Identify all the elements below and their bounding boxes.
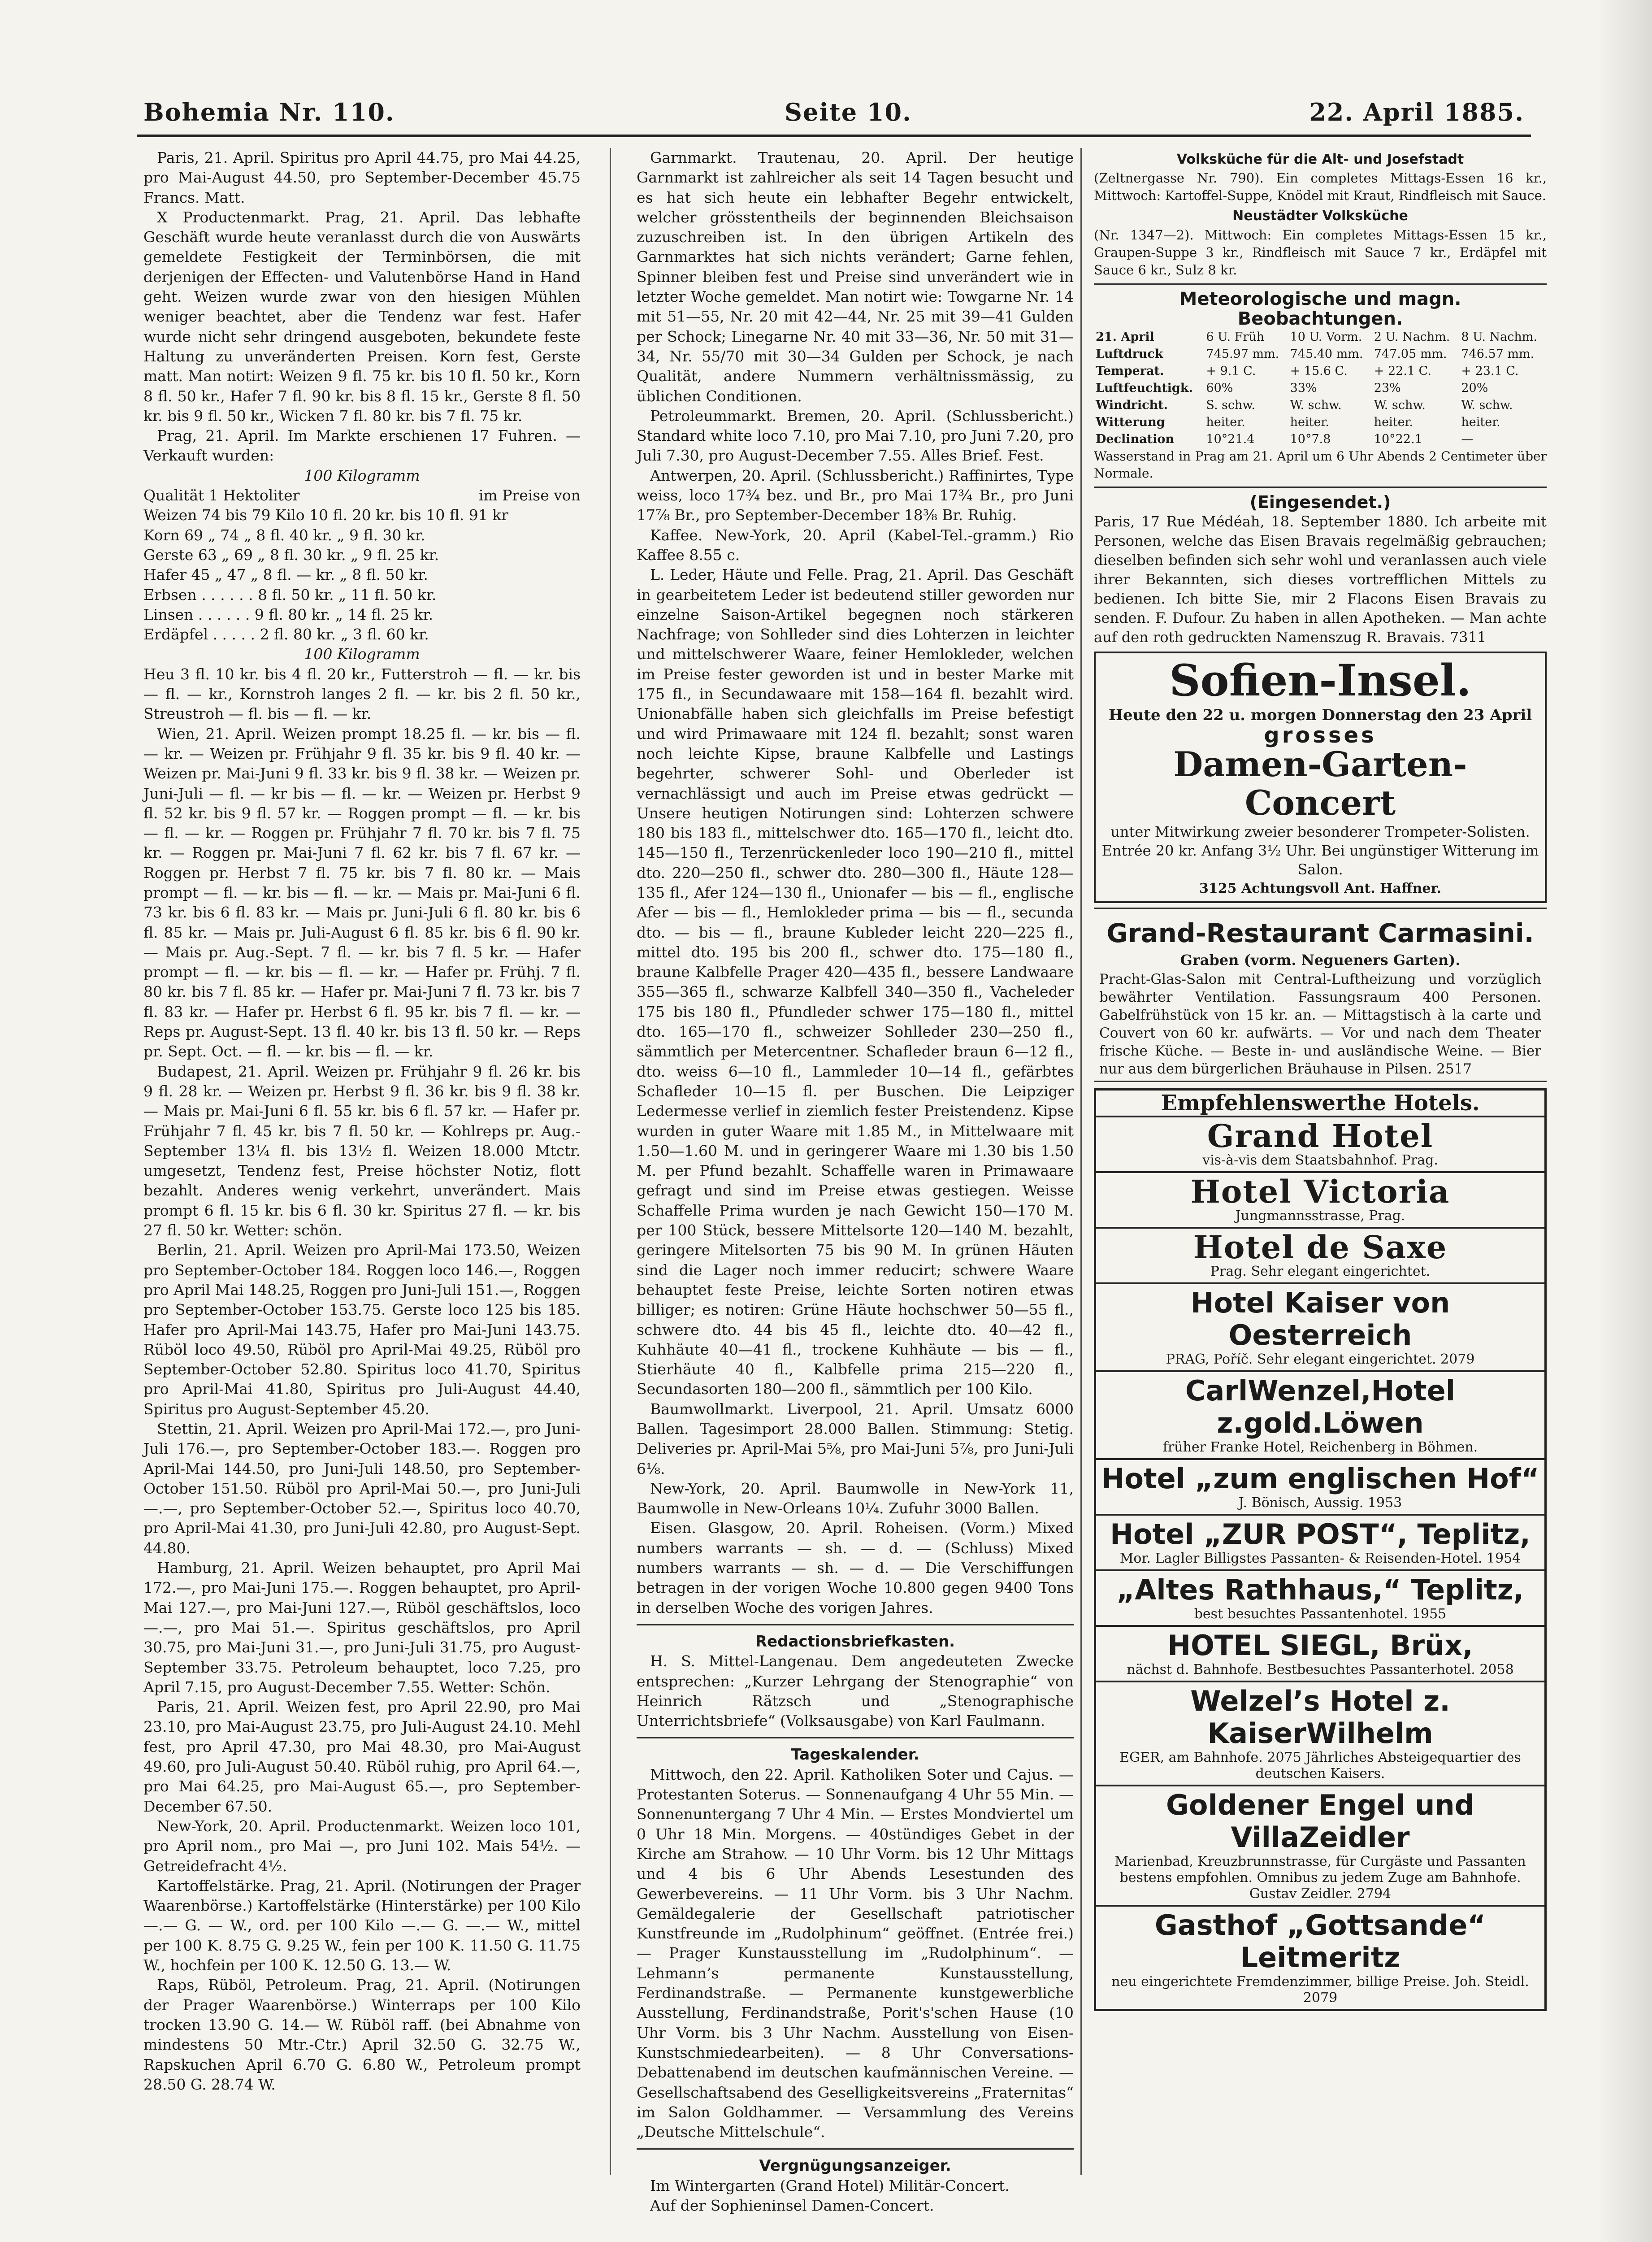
carmasini-ad <box>1094 908 1547 1082</box>
carmasini-text: Pracht-Glas-Salon mit Central-Luftheizung und vorzüglich bewährter Ventilation. Fassungsraum 400 Personen. Gabelfrühstück von 15 kr. an. — Mittagstisch à la carte und Couvert von 60 kr. aufwärts. — Vor und nach dem Theater frische Küche. — Beste in- und ausländische Weine. — Bier nur aus dem bürgerlichen Bräuhause in Pilsen. 2517 <box>1099 971 1541 1077</box>
hotel-subline: best besuchtes Passantenhotel. 1955 <box>1194 1606 1447 1622</box>
column-divider <box>610 148 611 2175</box>
hotels-heading: Empfehlenswerthe Hotels. <box>1096 1091 1544 1117</box>
hotel-subline: vis-à-vis dem Staatsbahnhof. Prag. <box>1202 1152 1438 1168</box>
grain-row: Hafer 45 „ 47 „ 8 fl. — kr. „ 8 fl. 50 kr. <box>143 566 428 584</box>
hotel-name: Welzel’s Hotel z. KaiserWilhelm <box>1190 1684 1450 1750</box>
grain-row: Erbsen . . . . . . 8 fl. 50 kr. „ 11 fl. 50 kr. <box>143 586 437 604</box>
hotel-ad <box>1096 1372 1544 1460</box>
hotel-ad <box>1096 1117 1544 1173</box>
meteo-cell: W. schw. <box>1461 398 1513 413</box>
section-rule <box>1094 283 1547 285</box>
wasserstand-text: Wasserstand in Prag am 21. April um 6 Uhr Abends 2 Centimeter über Normale. <box>1094 449 1547 481</box>
hotel-name: Hotel Kaiser von Oesterreich <box>1190 1286 1450 1351</box>
hotel-name: Hotel de Saxe <box>1193 1228 1448 1266</box>
meteo-cell: + 22.1 C. <box>1374 364 1431 378</box>
column-ads-right <box>1094 148 1547 2175</box>
hotel-ad <box>1096 1682 1544 1786</box>
meteo-cell: S. schw. <box>1206 398 1255 413</box>
carmasini-sub: Graben (vorm. Negueners Garten). <box>1180 952 1461 969</box>
vergnuegung-line: Auf der Sophieninsel Damen-Concert. <box>650 2196 934 2214</box>
article-baumwolle-liverpool: Baumwollmarkt. Liverpool, 21. April. Umsatz 6000 Ballen. Tagesimport 28.000 Ballen. Stimmung: Stetig. Deliveries pr. April-Mai 5⅝, pro Mai-Juni 5⅞, pro Juni-Juli 6⅛. <box>637 1400 1074 1477</box>
hotel-ad <box>1096 1516 1544 1571</box>
grain-row: Weizen 74 bis 79 Kilo 10 fl. 20 kr. bis 10 fl. 91 kr <box>143 506 509 524</box>
col-price: im Preise von <box>478 487 581 504</box>
section-rule <box>637 1624 1074 1625</box>
grain-row: Erdäpfel . . . . . 2 fl. 80 kr. „ 3 fl. 60 kr. <box>143 626 429 643</box>
sofien-signature: 3125 Achtungsvoll Ant. Haffner. <box>1199 881 1441 897</box>
article-kartoffelstaerke: Kartoffelstärke. Prag, 21. April. (Notirungen der Prager Waarenbörse.) Kartoffelstärke (Hinterstärke) per 100 Kilo —.— G. — W., ord. per 100 Kilo —.— G. —.— W., mittel per 100 K. 8.75 G. 9.25 W., fein per 100 K. 11.50 G. 11.75 W., hochfein per 100 K. 12.50 G. 13.— W. <box>143 1877 581 1974</box>
hotel-ad <box>1096 1627 1544 1682</box>
section-rule <box>637 1737 1074 1738</box>
meteo-cell: 10°7.8 <box>1290 432 1331 447</box>
article-petroleum-bremen: Petroleummarkt. Bremen, 20. April. (Schlussbericht.) Standard white loco 7.10, pro Mai 7.10, pro Juni 7.20, pro Juli 7.30, pro August-December 7.55. Alles Brief. Fest. <box>637 407 1074 465</box>
meteo-cell: Declination <box>1096 432 1175 447</box>
vergnuegung-line: Im Wintergarten (Grand Hotel) Militär-Concert. <box>650 2177 1010 2194</box>
hotel-subline: neu eingerichtete Fremdenzimmer, billige Preise. Joh. Steidl. 2079 <box>1111 1973 1529 2006</box>
meteo-cell: 10 U. Vorm. <box>1290 330 1362 344</box>
meteo-cell: 10°22.1 <box>1374 432 1422 447</box>
meteo-heading: Meteorologische und magn. Beobachtungen. <box>1179 288 1461 329</box>
tageskalender-heading: Tageskalender. <box>791 1746 919 1764</box>
page-edge-shadow <box>1598 0 1652 2242</box>
meteo-row <box>1094 346 1547 363</box>
article-berlin: Berlin, 21. April. Weizen pro April-Mai 173.50, Weizen pro September-October 184. Roggen loco 146.—, Roggen pro April Mai 148.25, Roggen pro Juni-Juli 151.—, Roggen pro September-October 153.75. Gerste loco 125 bis 185. Hafer pro April-Mai 143.75, Hafer pro Mai-Juni 143.75. Rüböl loco 49.50, Rüböl pro April-Mai 49.25, Rüböl pro September-October 52.80. Spiritus loco 41.70, Spiritus pro April-Mai 41.80, Spiritus pro Juli-August 44.40, Spiritus pro August-September 45.20. <box>143 1241 581 1418</box>
meteo-cell: 8 U. Nachm. <box>1461 330 1537 344</box>
article-leder: L. Leder, Häute und Felle. Prag, 21. April. Das Geschäft in gearbeitetem Leder ist bedeutend stiller geworden nur einzelne Saison-Artikel begegnen noch stärkeren Nachfrage; von Sohlleder sind dies Lohterzen in leichter und mittelschwerer Waare, feiner Hemlokleder, welchen im Preise fester geworden ist und in bester Marke mit 175 fl., in Secundawaare mit 158—164 fl. bezahlt wird. Unionabfälle haben sich gleichfalls im Preise befestigt und wird Primawaare mit 124 fl. bezahlt; sonst waren noch leichte Kipse, braune Kalbfelle und Lastings begehrter, schwerer Sohl- und Oberleder ist vernachlässigt und auch im Preise etwas gedrückt — Unsere heutigen Notirungen sind: Lohterzen schwere 180 bis 183 fl., mittelschwer dto. 165—170 fl., leicht dto. 145—150 fl., Terzenrückenleder loco 190—210 fl., mittel dto. 220—250 fl., schwer dto. 280—300 fl., Häute 128—135 fl., Afer 124—130 fl., Unionafer — bis — fl., englische Afer — bis — fl., Hemlokleder prima — bis — fl., secunda dto. — bis — fl., braune Kubleder leicht 220—225 fl., mittel dto. 195 bis 200 fl., schwer dto. 175—180 fl., braune Kalbfelle Prager 420—435 fl., bessere Landwaare 355—365 fl., schwarze Kalbfell 340—350 fl., Vacheleder 175 bis 180 fl., Pfundleder schwer 175—180 fl., mittel dto. 165—170 fl., schweizer Sohlleder 230—250 fl., sämmtlich per Metercentner. Schafleder braun 6—12 fl., dto. weiss 6—10 fl., Lammleder 10—14 fl., gefärbtes Schafleder 10—15 fl. per Buschen. Die Leipziger Ledermesse verlief in ziemlich fester Preistendenz. Kipse wurden in guter Waare mit 1.85 M., in Mittelwaare mit 1.50—1.60 M. und in geringerer Waare mi 1.30 bis 1.50 M. per Pfund bezahlt. Schaffelle waren in Primawaare gefragt und sind im Preise etwas gestiegen. Weisse Schaffelle Prima wurden je nach Gewicht 150—170 M. per 100 Stück, bessere Mittelsorte 120—140 M. bezahlt, geringere Mitelsorten 75 bis 90 M. In grünen Häuten sind die Lager noch immer reducirt; schwere Waare behauptet feste Preise, leichte Sorten notiren etwas billiger; es notiren: Grüne Häute hochschwer 50—55 fl., schwere dto. 44 bis 45 fl., leichte dto. 40—42 fl., Kuhhäute 40—41 fl., trockene Kuhhäute — bis — fl., Stierhäute 40 fl., Kalbfelle prima 215—220 fl., Secundasorten 180—200 fl., sämmtlich per 100 Kilo. <box>637 566 1074 1398</box>
hotel-ad <box>1096 1460 1544 1516</box>
hotel-subline: Mor. Lagler Billigstes Passanten- & Reisenden-Hotel. 1954 <box>1119 1550 1521 1566</box>
meteo-cell: 745.97 mm. <box>1206 347 1279 361</box>
article-eisen-glasgow: Eisen. Glasgow, 20. April. Roheisen. (Vorm.) Mixed numbers warrants — sh. — d. — (Schluss) Mixed numbers warrants — sh. — d. — Die Verschiffungen betragen in der vorigen Woche 10.800 gegen 9400 Tons in derselben Woche des vorigen Jahres. <box>637 1519 1074 1616</box>
meteo-cell: 60% <box>1206 381 1233 395</box>
hotel-name: Hotel Victoria <box>1190 1173 1450 1210</box>
table-heading: 100 Kilogramm <box>304 645 420 663</box>
hotel-subline: Jungmannsstrasse, Prag. <box>1235 1208 1405 1224</box>
meteo-cell: 2 U. Nachm. <box>1374 330 1450 344</box>
hotel-name: CarlWenzel,Hotel z.gold.Löwen <box>1185 1374 1455 1439</box>
sofien-title: Sofien-Insel. <box>1169 655 1471 706</box>
hotel-subline: J. Bönisch, Aussig. 1953 <box>1238 1495 1402 1511</box>
meteo-cell: Witterung <box>1096 415 1165 430</box>
meteo-cell: W. schw. <box>1374 398 1426 413</box>
redaction-text: H. S. Mittel-Langenau. Dem angedeuteten Zwecke entsprechen: „Kurzer Lehrgang der Stenographie“ von Heinrich Rätzsch und „Stenographische Unterrichtsbriefe“ (Volksausgabe) von Karl Faulmann. <box>637 1652 1074 1730</box>
meteo-row <box>1094 329 1547 346</box>
article-kaffee: Kaffee. New-York, 20. April (Kabel-Tel.-gramm.) Rio Kaffee 8.55 c. <box>637 526 1074 564</box>
sofien-grosses: grosses <box>1264 722 1377 748</box>
sofien-date-line: Heute den 22 u. morgen Donnerstag den 23 April <box>1108 706 1532 725</box>
meteo-cell: Windricht. <box>1096 398 1168 413</box>
masthead <box>134 98 1529 138</box>
hotel-name: Grand Hotel <box>1207 1117 1434 1155</box>
article-raps: Raps, Rüböl, Petroleum. Prag, 21. April. (Notirungen der Prager Waarenbörse.) Winterraps per 100 Kilo trocken 13.90 G. 14.— W. Rüböl raff. (bei Abnahme von mindestens 50 Mtr.-Ctr.) April 32.50 G. 32.75 W., Rapskuchen April 6.70 G. 6.80 W., Petroleum prompt 28.50 G. 28.74 W. <box>143 1976 581 2093</box>
damen-concert-title: Damen-Garten-Concert <box>1173 744 1467 823</box>
masthead-title: Bohemia Nr. 110. <box>143 98 395 126</box>
meteo-cell: 33% <box>1290 381 1317 395</box>
grain-row: Gerste 63 „ 69 „ 8 fl. 30 kr. „ 9 fl. 25 kr. <box>143 546 439 564</box>
meteo-cell: 745.40 mm. <box>1290 347 1363 361</box>
meteo-cell: + 15.6 C. <box>1290 364 1348 378</box>
meteo-cell: — <box>1461 432 1474 447</box>
article-hay: Heu 3 fl. 10 kr. bis 4 fl. 20 kr., Futterstroh — fl. — kr. bis — fl. — kr., Kornstroh langes 2 fl. — kr. bis 2 fl. 50 kr., Streustroh — fl. bis — fl. — kr. <box>143 665 581 723</box>
meteo-cell: Luftfeuchtigk. <box>1096 381 1193 395</box>
meteo-cell: heiter. <box>1290 415 1329 430</box>
meteo-row <box>1094 414 1547 431</box>
article-budapest: Budapest, 21. April. Weizen pr. Frühjahr 9 fl. 26 kr. bis 9 fl. 28 kr. — Weizen pr. Herbst 9 fl. 36 kr. bis 9 fl. 38 kr. — Mais pr. Mai-Juni 6 fl. 55 kr. bis 6 fl. 57 kr. — Hafer pr. Frühjahr 7 fl. 45 kr. bis 7 fl. 50 kr. — Kohlreps pr. Aug.-September 13¼ fl. bis 13½ fl. Weizen 18.000 Mtctr. umgesetzt, Tendenz fest, Preise höchster Notiz, flott bezahlt. Anderes wenig verkehrt, unverändert. Mais prompt 6 fl. 15 kr. bis 6 fl. 30 kr. Spiritus 27 fl. — kr. bis 27 fl. 50 kr. Wetter: schön. <box>143 1062 581 1239</box>
hotel-name: „Altes Rathhaus,“ Teplitz, <box>1116 1573 1524 1606</box>
hotel-ad <box>1096 1907 1544 2009</box>
section-rule <box>637 2148 1074 2150</box>
section-rule <box>1094 487 1547 488</box>
meteo-cell: heiter. <box>1461 415 1500 430</box>
meteo-cell: W. schw. <box>1290 398 1342 413</box>
hotel-subline: Marienbad, Kreuzbrunnstrasse, für Curgäste und Passanten bestens empfohlen. Omnibus zu jedem Zuge am Bahnhofe. Gustav Zeidler. 2794 <box>1114 1853 1526 1902</box>
meteo-cell: heiter. <box>1206 415 1245 430</box>
hotel-name: HOTEL SIEGL, Brüx, <box>1167 1629 1473 1662</box>
meteo-cell: 747.05 mm. <box>1374 347 1447 361</box>
article-hamburg: Hamburg, 21. April. Weizen behauptet, pro April Mai 172.—, pro Mai-Juni 175.—. Roggen behauptet, pro April-Mai 127.—, pro Mai-Juni 127.—, Rüböl geschäftslos, loco —.—, pro Mai 51.—. Spiritus geschäftslos, pro April 30.75, pro Mai-Juni 31.—, pro Juni-Juli 31.75, pro August-September 33.75. Petroleum behauptet, loco 7.25, pro April 7.15, pro August-December 7.55. Wetter: Schön. <box>143 1559 581 1696</box>
hotel-subline: EGER, am Bahnhofe. 2075 Jährliches Absteigequartier des deutschen Kaisers. <box>1119 1749 1521 1781</box>
volkskueche-heading: Volksküche für die Alt- und Josefstadt <box>1176 152 1464 167</box>
neustadt-heading: Neustädter Volksküche <box>1232 208 1408 224</box>
table-header-row <box>143 486 581 505</box>
sofien-ad <box>1094 652 1547 903</box>
meteo-cell: 746.57 mm. <box>1461 347 1535 361</box>
article-stettin: Stettin, 21. April. Weizen pro April-Mai 172.—, pro Juni-Juli 176.—, pro September-October 183.—. Roggen pro April-Mai 144.50, pro Juni-Juli 148.50, pro September-October 151.50. Rüböl pro April-Mai 50.—, pro Juni-Juli —.—, pro September-October 52.—, Spiritus loco 40.70, pro April-Mai 41.30, pro Juni-Juli 42.80, pro August-Sept. 44.80. <box>143 1420 581 1557</box>
hotel-ad <box>1096 1173 1544 1229</box>
meteo-row <box>1094 380 1547 397</box>
page-number: Seite 10. <box>785 98 912 126</box>
meteo-cell: 21. April <box>1096 330 1154 344</box>
meteo-row <box>1094 431 1547 448</box>
hotel-ad <box>1096 1786 1544 1907</box>
meteo-cell: Temperat. <box>1096 364 1164 378</box>
meteo-cell: + 23.1 C. <box>1461 364 1519 378</box>
masthead-rule <box>137 135 1531 137</box>
redaction-heading: Redactionsbriefkasten. <box>755 1632 955 1651</box>
article-paris-spiritus: Paris, 21. April. Spiritus pro April 44.75, pro Mai 44.25, pro Mai-August 44.50, pro September-December 45.75 Francs. Matt. <box>143 149 581 206</box>
hotel-ad <box>1096 1284 1544 1372</box>
meteo-row <box>1094 397 1547 414</box>
hotel-subline: Prag. Sehr elegant eingerichtet. <box>1210 1263 1431 1279</box>
meteo-row <box>1094 363 1547 380</box>
meteo-cell: 23% <box>1374 381 1401 395</box>
hotel-ad <box>1096 1571 1544 1627</box>
vergnuegung-heading: Vergnügungsanzeiger. <box>759 2157 951 2175</box>
meteo-cell: 6 U. Früh <box>1206 330 1265 344</box>
eingesendet-heading: (Eingesendet.) <box>1249 492 1391 513</box>
article-wien: Wien, 21. April. Weizen prompt 18.25 fl. — kr. bis — fl. — kr. — Weizen pr. Frühjahr 9 fl. 35 kr. bis 9 fl. 40 kr. — Weizen pr. Mai-Juni 9 fl. 33 kr. bis 9 fl. 38 kr. — Weizen pr. Juni-Juli — fl. — kr bis — fl. — kr. — Weizen pr. Herbst 9 fl. 52 kr. bis 9 fl. 57 kr. — Roggen prompt — fl. — kr. bis — fl. — kr. — Roggen pr. Frühjahr 7 fl. 70 kr. bis 7 fl. 75 kr. — Roggen pr. Mai-Juni 7 fl. 62 kr. bis 7 fl. 67 kr. — Roggen pr. Herbst 7 fl. 75 kr. bis 7 fl. 80 kr. — Mais prompt — fl. — kr. bis — fl. — kr. — Mais pr. Mai-Juni 6 fl. 73 kr. bis 6 fl. 83 kr. — Mais pr. Juni-Juli 6 fl. 80 kr. bis 6 fl. 85 kr. — Mais pr. Juli-August 6 fl. 85 kr. bis 6 fl. 90 kr. — Mais pr. Aug.-Sept. 7 fl. — kr. bis 7 fl. 5 kr. — Hafer prompt — fl. — kr. bis — fl. — kr. — Hafer pr. Frühj. 7 fl. 80 kr. bis 7 fl. 85 kr. — Hafer pr. Mai-Juni 7 fl. 73 kr. bis 7 fl. 83 kr. — Hafer pr. Herbst 6 fl. 95 kr. bis 7 fl. — kr. — Reps pr. August-Sept. 13 fl. 40 kr. bis 13 fl. 50 kr. — Reps pr. Sept. Oct. — fl. — kr. bis — fl. — kr. <box>143 725 581 1060</box>
article-garnmarkt: Garnmarkt. Trautenau, 20. April. Der heutige Garnmarkt ist zahlreicher als seit 14 Tagen besucht und es hat sich heute ein lebhafter Begehr entwickelt, welcher grösstentheils der beginnenden Bleichsaison zuzuschreiben ist. In den übrigen Artikeln des Garnmarktes hat sich nichts verändert; Garne fehlen, Spinner bleiben fest und Preise sind unverändert wie in letzter Woche gemeldet. Man notirt wie: Towgarne Nr. 14 mit 51—55, Nr. 20 mit 42—44, Nr. 25 mit 39—41 Gulden per Schock; Linegarne Nr. 40 mit 33—36, Nr. 50 mit 31—34, Nr. 55/70 mit 30—34 Gulden per Schock, je nach Qualität, andere Nummern verhältnissmässig, zu üblichen Conditionen. <box>637 149 1074 405</box>
grain-row: Linsen . . . . . . 9 fl. 80 kr. „ 14 fl. 25 kr. <box>143 605 434 623</box>
meteo-cell: + 9.1 C. <box>1206 364 1256 378</box>
col-quality: Qualität 1 Hektoliter <box>143 487 300 504</box>
hotel-ad <box>1096 1229 1544 1284</box>
neustadt-text: (Nr. 1347—2). Mittwoch: Ein completes Mittags-Essen 15 kr., Graupen-Suppe 3 kr., Rindfleisch mit Sauce 7 kr., Erdäpfel mit Sauce 6 kr., Sulz 8 kr. <box>1094 227 1547 278</box>
tageskalender-text: Mittwoch, den 22. April. Katholiken Soter und Cajus. — Protestanten Soterus. — Sonnenaufgang 4 Uhr 55 Min. — Sonnenuntergang 7 Uhr 4 Min. — Erstes Mondviertel um 0 Uhr 18 Min. Morgens. — 40stündiges Gebet in der Kirche am Strahow. — 10 Uhr Vorm. bis 12 Uhr Mittags und 4 bis 6 Uhr Abends Lesestunden des Gewerbevereins. — 11 Uhr Vorm. bis 3 Uhr Nachm. Gemäldegalerie der Gesellschaft patriotischer Kunstfreunde im „Rudolphinum“ geöffnet. (Entrée frei.) — Prager Kunstausstellung im „Rudolphinum“. — Lehmann’s permanente Kunstausstellung, Ferdinandstraße. — Permanente kunstgewerbliche Ausstellung, Ferdinandstraße, Porit's'schen Hause (10 Uhr Vorm. bis 3 Uhr Nachm. Ausstellung von Eisen-Kunstschmiedearbeiten). — 8 Uhr Conversations-Debattenabend im deutschen kaufmännischen Vereine. — Gesellschaftsabend des Geselligkeitsvereins „Fraternitas“ im Salon Goldhammer. — Versammlung des Vereins „Deutsche Mittelschule“. <box>637 1765 1074 2141</box>
meteo-cell: 10°21.4 <box>1206 432 1255 447</box>
sofien-detail: unter Mitwirkung zweier besonderer Trompeter-Solisten. Entrée 20 kr. Anfang 3½ Uhr. Bei ungünstiger Witterung im Salon. <box>1101 823 1539 878</box>
article-paris-weizen: Paris, 21. April. Weizen fest, pro April 22.90, pro Mai 23.10, pro Mai-August 23.75, pro Juli-August 24.10. Mehl fest, pro April 47.30, pro Mai 48.30, pro Mai-August 49.60, pro Juli-August 50.40. Rüböl ruhig, pro April 64.—, pro Mai 64.25, pro Mai-August 65.—, pro September-December 67.50. <box>143 1698 581 1815</box>
meteo-table <box>1094 329 1547 448</box>
grain-row: Korn 69 „ 74 „ 8 fl. 40 kr. „ 9 fl. 30 kr. <box>143 526 425 544</box>
meteo-cell: Luftdruck <box>1096 347 1163 361</box>
article-prag-markt: Prag, 21. April. Im Markte erschienen 17 Fuhren. — Verkauft wurden: <box>143 427 581 465</box>
eingesendet-text: Paris, 17 Rue Médéah, 18. September 1880. Ich arbeite mit Personen, welche das Eisen Bravais regelmäßig gebrauchen; dieselben befinden sich sehr wohl und veranlassen auch viele ihrer Bekannten, sich dieses vortrefflichen Mittels zu bedienen. Ich bitte Sie, mir 2 Flacons Eisen Bravais zu senden. F. Dufour. Zu haben in allen Apotheken. — Man achte auf den roth gedruckten Namenszug R. Bravais. 7311 <box>1094 513 1547 646</box>
hotel-name: Hotel „zum englischen Hof“ <box>1101 1462 1539 1495</box>
hotel-list <box>1096 1117 1544 2009</box>
hotel-name: Gasthof „Gottsande“ Leitmeritz <box>1154 1908 1486 1974</box>
article-newyork: New-York, 20. April. Productenmarkt. Weizen loco 101, pro April nom., pro Mai —, pro Juni 102. Mais 54½. — Getreidefracht 4½. <box>143 1817 581 1875</box>
article-baumwolle-newyork: New-York, 20. April. Baumwolle in New-York 11, Baumwolle in New-Orleans 10¼. Zufuhr 3000 Ballen. <box>637 1479 1074 1517</box>
hotel-name: Hotel „ZUR POST“, Teplitz, <box>1110 1517 1531 1551</box>
carmasini-title: Grand-Restaurant Carmasini. <box>1106 918 1534 949</box>
volkskueche-text: (Zeltnergasse Nr. 790). Ein completes Mittags-Essen 16 kr., Mittwoch: Kartoffel-Suppe, Knödel mit Kraut, Rindfleisch mit Sauce. <box>1094 170 1547 204</box>
meteo-cell: heiter. <box>1374 415 1414 430</box>
hotel-subline: früher Franke Hotel, Reichenberg in Böhmen. <box>1162 1439 1478 1455</box>
article-antwerpen: Antwerpen, 20. April. (Schlussbericht.) Raffinirtes, Type weiss, loco 17¾ bez. und Br., pro Mai 17¾ Br., pro Juni 17⅞ Br., pro September-December 18⅜ Br. Ruhig. <box>637 466 1074 524</box>
masthead-date: 22. April 1885. <box>1309 98 1524 126</box>
table-heading: 100 Kilogramm <box>304 466 420 484</box>
meteo-cell: 20% <box>1461 381 1488 395</box>
column-markets-middle <box>637 148 1074 2214</box>
column-divider <box>1080 148 1082 2175</box>
hotels-box <box>1094 1088 1547 2011</box>
hotel-name: Goldener Engel und VillaZeidler <box>1166 1788 1474 1854</box>
hotel-subline: PRAG, Poříč. Sehr elegant eingerichtet. 2079 <box>1166 1351 1475 1367</box>
hotel-subline: nächst d. Bahnhofe. Bestbesuchtes Passanterhotel. 2058 <box>1127 1661 1514 1677</box>
article-productenmarkt-prag: X Productenmarkt. Prag, 21. April. Das lebhafte Geschäft wurde heute veranlasst durch die von Auswärts gemeldete Festigkeit der Terminbörsen, die mit derjenigen der Effecten- und Valutenbörse Hand in Hand geht. Weizen wurde zwar von den hiesigen Mühlen weniger beachtet, aber die Tendenz war fest. Hafer wurde nicht sehr dringend ausgeboten, bekundete feste Haltung zu unveränderten Preisen. Korn fest, Gerste matt. Man notirt: Weizen 9 fl. 75 kr. bis 10 fl. 50 kr., Korn 8 fl. 50 kr., Hafer 7 fl. 90 kr. bis 8 fl. 15 kr., Gerste 8 fl. 50 kr. bis 9 fl. 50 kr., Wicken 7 fl. 80 kr. bis 7 fl. 75 kr. <box>143 208 581 425</box>
column-markets-left <box>143 148 581 2152</box>
